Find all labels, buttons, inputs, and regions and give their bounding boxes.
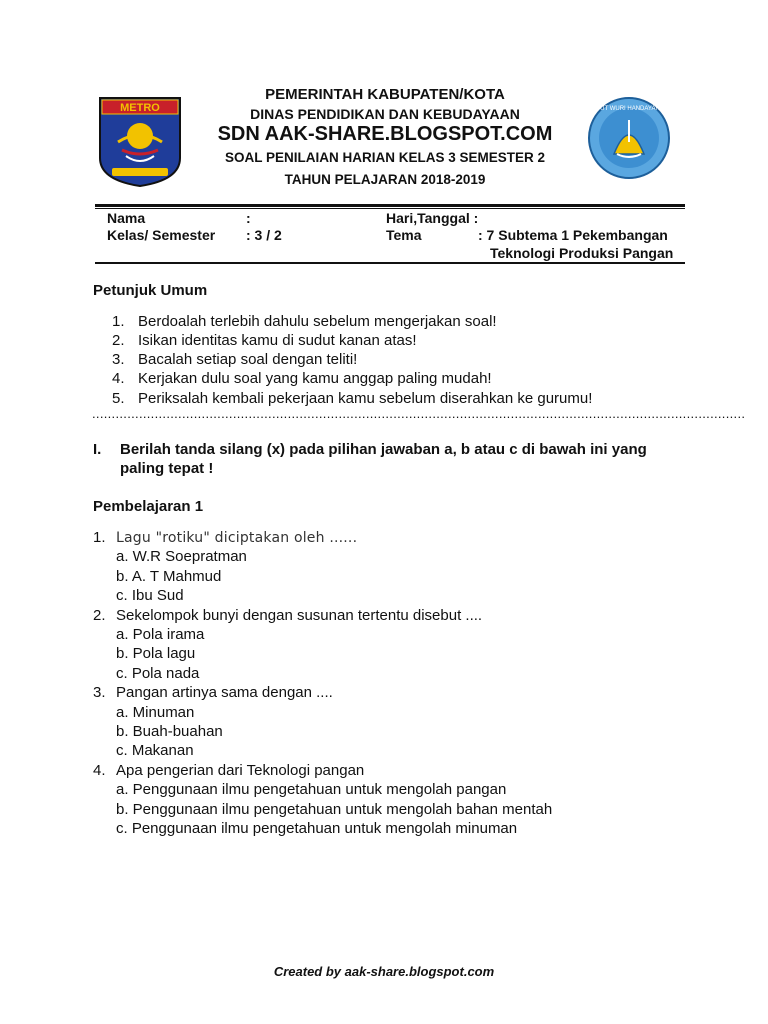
metro-crest-logo [98, 96, 182, 188]
question-text: Sekelompok bunyi dengan susunan tertentu disebut .... [116, 606, 483, 624]
answer-option: a. Penggunaan ilmu pengetahuan untuk mengolah pangan [116, 781, 507, 799]
header-divider-thin [95, 208, 685, 209]
tut-wuri-handayani-logo [584, 96, 674, 180]
answer-option: a. Pola irama [116, 626, 205, 643]
answer-option: c. Makanan [116, 742, 194, 760]
metro-logo-text: METRO [120, 102, 160, 114]
instructions-title: Petunjuk Umum [93, 282, 208, 299]
kelas-semester-value: : 3 / 2 [246, 227, 282, 243]
question-number: 2. [93, 606, 106, 624]
answer-option: b. A. T Mahmud [116, 567, 222, 585]
section-instruction: Berilah tanda silang (x) pada pilihan jawaban a, b atau c di bawah ini yang [120, 441, 647, 458]
header-government: PEMERINTAH KABUPATEN/KOTA [265, 86, 505, 103]
question-item [93, 529, 357, 546]
answer-option: a. Minuman [116, 703, 195, 721]
nama-label: Nama [107, 210, 146, 226]
header-school-name: SDN AAK-SHARE.BLOGSPOT.COM [217, 123, 553, 145]
question-text: Pangan artinya sama dengan .... [116, 684, 333, 702]
header-divider-thick [95, 204, 685, 207]
identity-divider [95, 262, 685, 264]
tema-label: Tema [386, 227, 422, 243]
answer-option: a. W.R Soepratman [116, 548, 247, 566]
section-number: I. [93, 441, 102, 458]
answer-option: b. Buah-buahan [116, 723, 223, 740]
header-department: DINAS PENDIDIKAN DAN KEBUDAYAAN [250, 106, 520, 122]
instruction-item: 2. Isikan identitas kamu di sudut kanan atas! [112, 332, 417, 349]
instruction-item: 5. Periksalah kembali pekerjaan kamu sebelum diserahkan ke gurumu! [112, 390, 593, 407]
question-number: 3. [93, 684, 106, 702]
instruction-item: 4. Kerjakan dulu soal yang kamu anggap paling mudah! [112, 370, 492, 387]
nama-colon: : [246, 210, 251, 226]
footer-credit: Created by aak-share.blogspot.com [273, 964, 495, 979]
question-item [93, 762, 364, 779]
hari-tanggal-label: Hari,Tanggal : [386, 210, 479, 226]
kelas-semester-label: Kelas/ Semester [107, 227, 216, 243]
question-text: Lagu "rotiku" diciptakan oleh ...... [116, 530, 358, 546]
dotted-separator: ....................................................................................................................................................................... [92, 406, 746, 421]
question-number: 4. [93, 761, 106, 779]
question-item [93, 684, 333, 701]
answer-option: b. Pola lagu [116, 645, 196, 663]
question-item [93, 607, 482, 624]
header-school-year: TAHUN PELAJARAN 2018-2019 [284, 172, 486, 187]
tema-value: : 7 Subtema 1 Pekembangan [478, 227, 668, 243]
answer-option: c. Penggunaan ilmu pengetahuan untuk mengolah minuman [116, 820, 518, 837]
header-exam-title: SOAL PENILAIAN HARIAN KELAS 3 SEMESTER 2 [224, 150, 546, 165]
tut-wuri-text: TUT WURI HANDAYANI [596, 106, 662, 112]
question-text: Apa pengerian dari Teknologi pangan [116, 761, 365, 779]
subsection-title: Pembelajaran 1 [93, 498, 204, 515]
tema-value-continued: Teknologi Produksi Pangan [490, 245, 674, 261]
answer-option: c. Ibu Sud [116, 587, 184, 605]
answer-option: c. Pola nada [116, 664, 200, 682]
instruction-item: 3. Bacalah setiap soal dengan teliti! [112, 351, 358, 368]
answer-option: b. Penggunaan ilmu pengetahuan untuk mengolah bahan mentah [116, 800, 553, 818]
section-instruction-continued: paling tepat ! [120, 460, 214, 477]
question-number: 1. [93, 529, 106, 546]
instruction-item: 1. Berdoalah terlebih dahulu sebelum mengerjakan soal! [112, 313, 497, 330]
